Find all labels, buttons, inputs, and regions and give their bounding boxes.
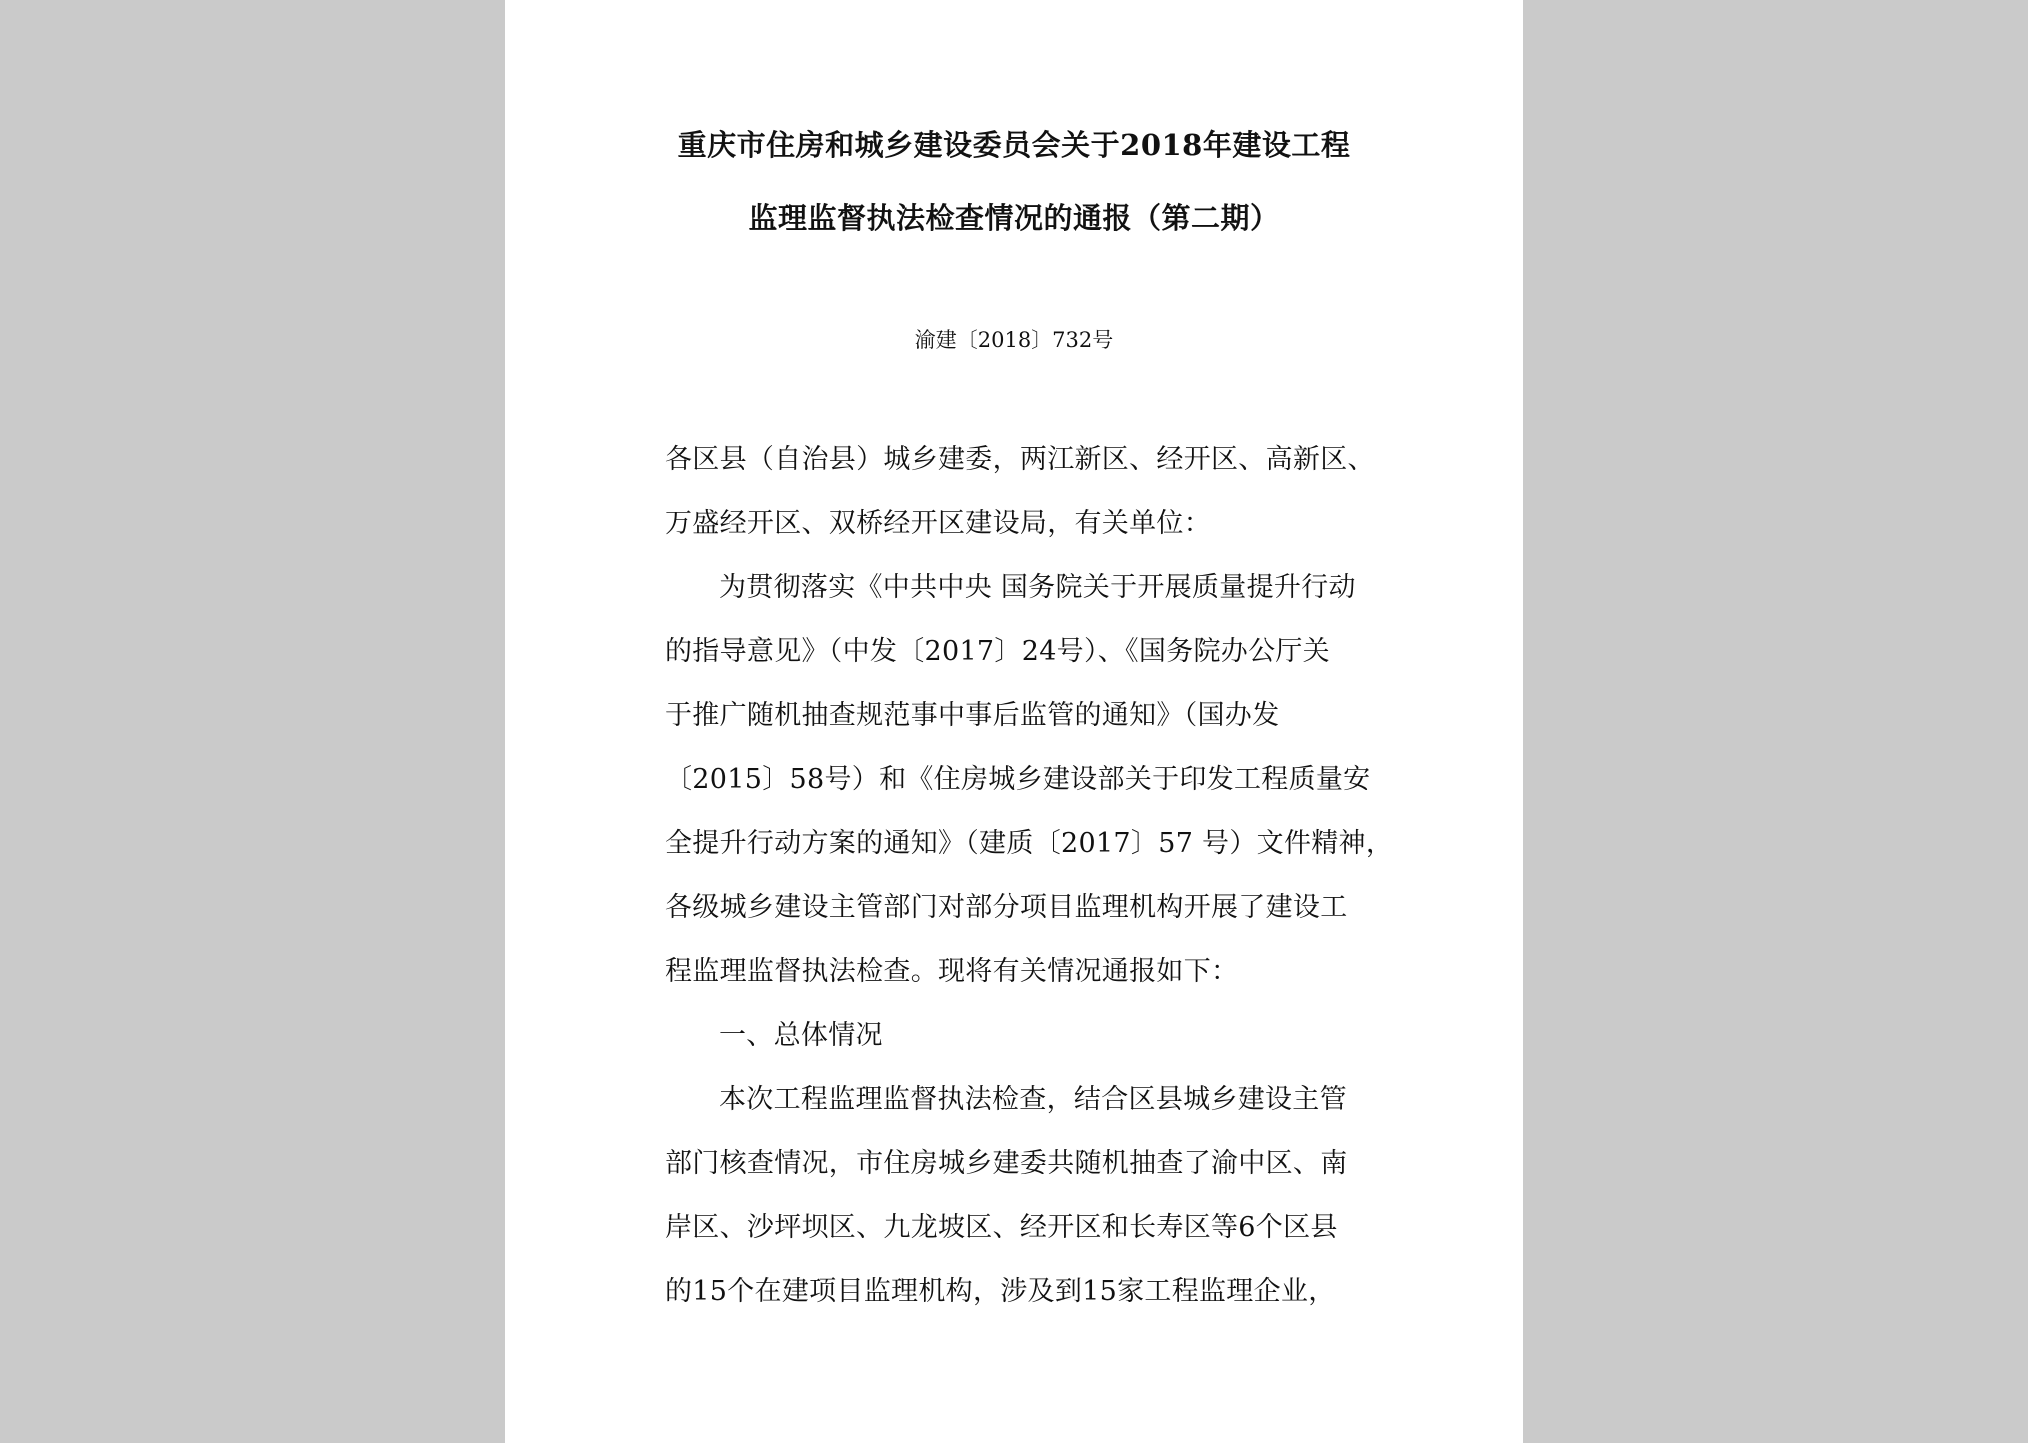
- section-heading: 一、总体情况: [719, 1020, 883, 1051]
- document-title-line-2: 监理监督执法检查情况的通报（第二期）: [748, 201, 1280, 235]
- body-paragraph-line: 的指导意见》（中发〔2017〕24号）、《国务院办公厅关: [665, 636, 1330, 667]
- document-title-line-1: 重庆市住房和城乡建设委员会关于2018年建设工程: [677, 128, 1351, 162]
- body-paragraph-line: 程监理监督执法检查。现将有关情况通报如下：: [665, 956, 1239, 987]
- body-paragraph-line: 的15个在建项目监理机构，涉及到15家工程监理企业，: [665, 1276, 1336, 1307]
- body-paragraph-line: 为贯彻落实《中共中央 国务院关于开展质量提升行动: [719, 572, 1356, 603]
- document-page: [505, 0, 1523, 1443]
- body-paragraph-line: 本次工程监理监督执法检查，结合区县城乡建设主管: [719, 1084, 1347, 1115]
- body-paragraph-line: 岸区、沙坪坝区、九龙坡区、经开区和长寿区等6个区县: [665, 1212, 1338, 1243]
- body-paragraph-line: 部门核查情况，市住房城乡建委共随机抽查了渝中区、南: [665, 1148, 1348, 1179]
- body-paragraph-line: 于推广随机抽查规范事中事后监管的通知》（国办发: [665, 700, 1280, 731]
- addressee-line-2: 万盛经开区、双桥经开区建设局，有关单位：: [665, 508, 1211, 539]
- body-paragraph-line: 〔2015〕58号）和《住房城乡建设部关于印发工程质量安: [665, 764, 1371, 795]
- addressee-line-1: 各区县（自治县）城乡建委，两江新区、经开区、高新区、: [665, 444, 1375, 475]
- document-number: 渝建〔2018〕732号: [914, 328, 1114, 352]
- body-paragraph-line: 各级城乡建设主管部门对部分项目监理机构开展了建设工: [665, 892, 1348, 923]
- body-paragraph-line: 全提升行动方案的通知》（建质〔2017〕57 号）文件精神，: [665, 828, 1394, 859]
